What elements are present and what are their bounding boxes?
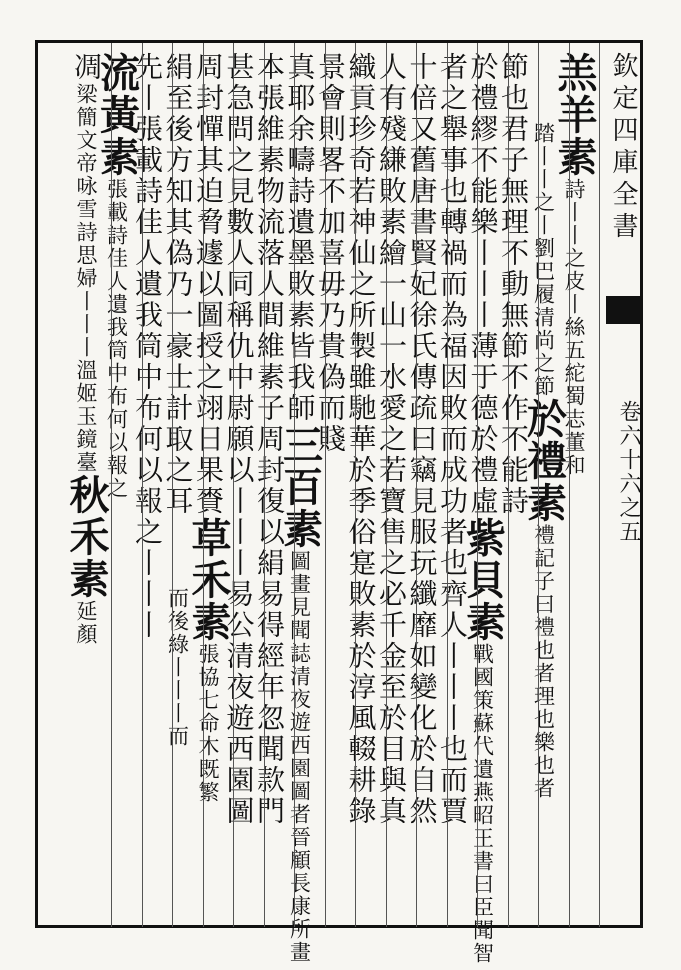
column-rule [477,43,478,927]
column-text: 真耶余疇詩遺墨敗素皆我師 [283,52,317,424]
column-rule [264,43,265,927]
column-text: 節也君子無理不動無節不作不能詩 [497,52,530,517]
entry-heading: 三百素 [276,424,324,550]
column-text: 人有殘縑敗素繪一山一水愛之若寶售之必千金至於目與真 [375,52,408,827]
column-text: 禮記子曰禮也者理也樂也者 [531,524,556,800]
column-rule [325,43,326,927]
column-text: 景會則畧不加喜毋乃貴偽而賤 [314,52,347,455]
book-title: 欽定四庫全書 [608,52,638,244]
column-rule [233,43,234,927]
fishtail-mark [606,296,642,324]
entry-heading: 草禾素 [185,517,232,643]
column-text: 甚急問之見數人同稱仇中尉願以丨丨丨易公清夜遊西園圖 [222,52,256,827]
entry-heading: 於禮素 [520,398,568,524]
column-text: 十倍又舊唐書賢妃徐氏傳疏曰竊見服玩纖靡如變化於自然 [405,52,439,827]
column-text: 延顏 [74,600,98,646]
column-text: 先丨張載詩佳人遺我筒中布何以報之丨丨丨 [131,52,164,641]
column-text: 本張維素物流落人間維素子周封復以絹易得經年忽聞款門 [253,52,286,827]
column-text: 戰國策蘇代遺燕昭王書曰臣聞智 [470,643,495,965]
column-rule [294,43,295,927]
column-rule [386,43,387,927]
column-text: 絹至後方知其偽乃一豪士計取之耳 [161,52,195,517]
column-text: 踏丨丨之丨劉巴履清尚之節 [531,122,556,398]
column-rule [111,43,112,927]
column-rule [172,43,173,927]
column-text: 詩丨丨之皮丨絲五紽蜀志董和 [562,178,586,477]
column-rule [203,43,204,927]
column-text: 織貢珍奇若神仙之所製雖馳華於季俗寔敗素於淳風輟耕錄 [344,52,378,827]
volume-label: 卷六十六之五 [616,400,641,544]
column-rule [508,43,509,927]
entry-heading: 流黃素 [93,52,141,178]
column-text: 凋 [70,52,103,83]
column-text: 張協七命木既繁 [196,643,220,804]
column-rule [599,43,600,927]
column-text: 於禮繆不能樂丨丨丨薄于德於禮虛 [466,52,500,517]
column-text: 梁簡文帝咏雪詩思婦丨丨丨溫姬玉鏡臺 [74,83,98,474]
text-column [63,52,110,912]
entry-heading: 羔羊素 [551,52,598,178]
entry-heading: 秋禾素 [63,474,110,600]
entry-heading: 紫貝素 [459,517,507,643]
column-text: 周封憚其迫脅遽以圖授之翊日果賚 [192,52,225,517]
column-text: 者之舉事也轉禍而為福因敗而成功者也齊人丨丨丨也而賈 [436,52,469,827]
column-text: 而後綠丨丨丨而 [165,587,190,748]
column-rule [538,43,539,927]
column-rule [142,43,143,927]
column-rule [447,43,448,927]
column-rule [355,43,356,927]
column-text: 圖畫見聞誌清夜遊西園圖者晉顧長康所畫 [287,550,312,964]
column-rule [416,43,417,927]
column-rule [569,43,570,927]
column-text: 張載詩佳人遺我筒中布何以報之 [104,178,129,500]
